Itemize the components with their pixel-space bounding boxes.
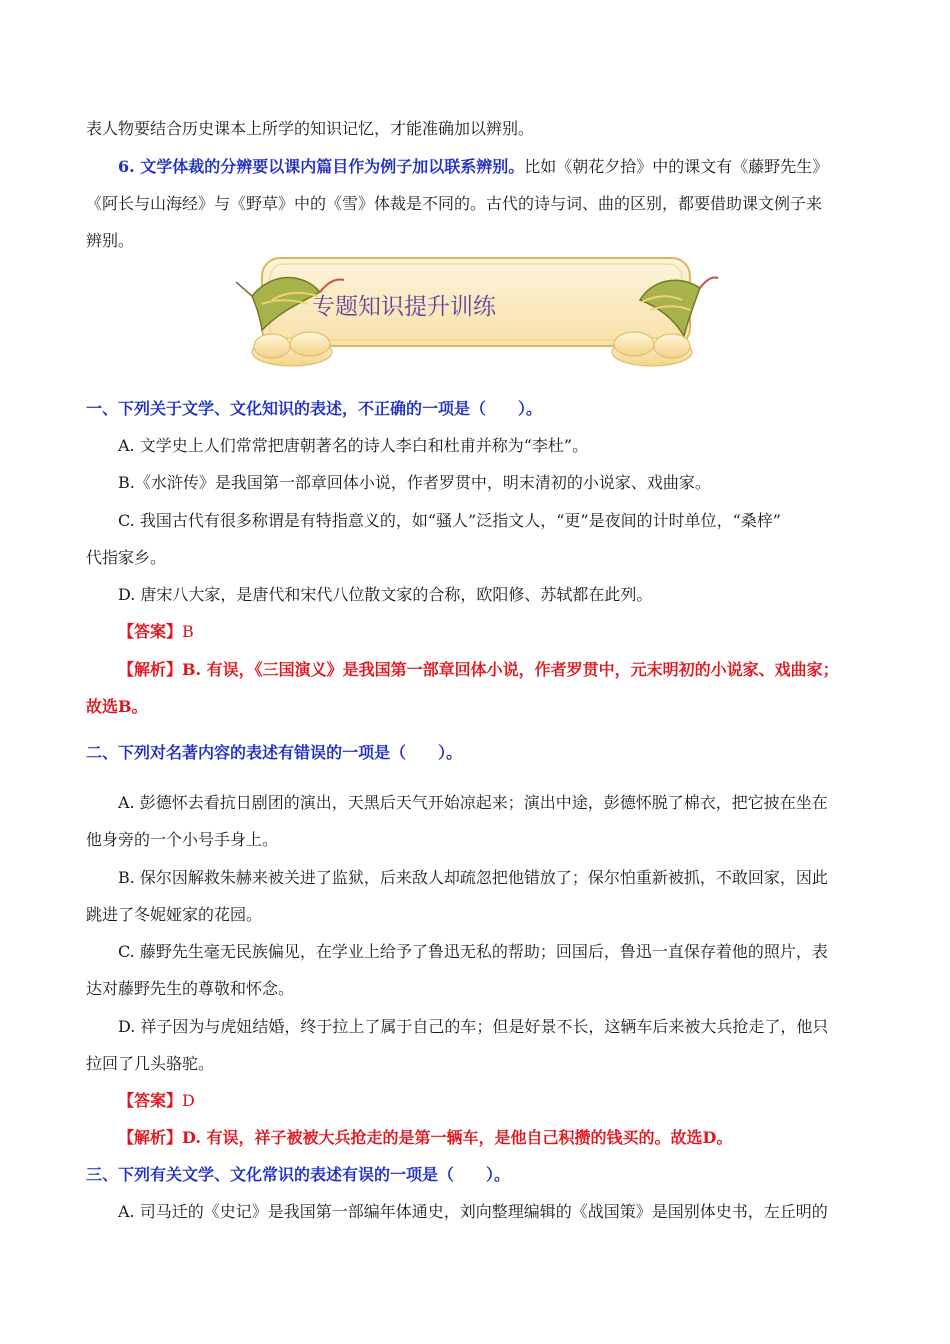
- answer-label: 【答案】: [118, 622, 183, 641]
- tip-6-line-1: [118, 156, 866, 178]
- answer-label: 【答案】: [118, 1091, 183, 1110]
- q2-answer: [118, 1090, 866, 1112]
- q2-option-c-line-2: 达对藤野先生的尊敬和怀念。: [86, 979, 295, 998]
- q1-answer-value: B: [182, 622, 194, 641]
- q3-title: 三、下列有关文学、文化常识的表述有误的一项是（ ）。: [86, 1165, 511, 1184]
- tip-6-line-2: 《阿长与山海经》与《野草》中的《雪》体裁是不同的。古代的诗与词、曲的区别，都要借助课文例子来: [86, 194, 823, 213]
- q2-analysis-text: D. 有误，祥子被被大兵抢走的是第一辆车，是他自己积攒的钱买的。故选D。: [182, 1128, 733, 1147]
- q2-title-pre: 二、下列对名著内容的表述: [86, 743, 279, 762]
- tip-6-line-3: 辨别。: [86, 231, 135, 250]
- q3-option-a-line-1: A. 司马迁的《史记》是我国第一部编年体通史，刘向整理编辑的《战国策》是国别体史书，左丘明的: [118, 1202, 828, 1221]
- q2-option-b-line-1: B. 保尔因解救朱赫来被关进了监狱，后来敌人却疏忽把他错放了；保尔怕重新被抓，不敢回家，因此: [118, 868, 828, 887]
- intro-line-1: 表人物要结合历史课本上所学的知识记忆，才能准确加以辨别。: [86, 119, 535, 138]
- q2-analysis: [118, 1127, 866, 1149]
- q1-analysis-line-2: 故选B。: [86, 697, 148, 716]
- analysis-label: 【解析】: [118, 1128, 183, 1147]
- q2-answer-value: D: [182, 1091, 195, 1110]
- q1-option-c-line-2: 代指家乡。: [86, 548, 167, 567]
- banner-title: 专题知识提升训练: [312, 294, 496, 320]
- q2-option-b-line-2: 跳进了冬妮娅家的花园。: [86, 905, 263, 924]
- q2-option-d-line-1: D. 祥子因为与虎妞结婚，终于拉上了属于自己的车；但是好景不长，这辆车后来被大兵抢走了，他只: [118, 1017, 829, 1036]
- q1-option-d: D. 唐宋八大家，是唐代和宋代八位散文家的合称，欧阳修、苏轼都在此列。: [118, 585, 653, 604]
- analysis-label: 【解析】: [118, 660, 183, 679]
- q1-analysis-line-1: [118, 659, 866, 681]
- q2-title: [86, 742, 866, 764]
- q2-emphasis-2: 错: [294, 743, 311, 762]
- q2-option-d-line-2: 拉回了几头骆驼。: [86, 1054, 215, 1073]
- q1-analysis-text: B. 有误，《三国演义》是我国第一部章回体小说，作者罗贯中，元末明初的小说家、戏曲家；: [182, 660, 839, 679]
- tip-6-rest: 比如《朝花夕拾》中的课文有《藤野先生》: [524, 157, 829, 176]
- q2-title-post: 的一项是（ ）。: [326, 743, 463, 762]
- tip-6-bold: 6. 文学体裁的分辨要以课内篇目作为例子加以联系辨别。: [118, 157, 525, 176]
- q1-answer: [118, 621, 866, 643]
- q1-option-a: A. 文学史上人们常常把唐朝著名的诗人李白和杜甫并称为“李杜”。: [118, 436, 589, 455]
- q2-option-a-line-1: A. 彭德怀去看抗日剧团的演出，天黑后天气开始凉起来；演出中途，彭德怀脱了棉衣，把它披在坐在: [118, 793, 828, 812]
- q2-emphasis-3: 误: [310, 743, 327, 762]
- q1-option-c-line-1: C. 我国古代有很多称谓是有特指意义的，如“骚人”泛指文人，“更”是夜间的计时单位，“桑梓”: [118, 511, 781, 530]
- q2-emphasis-1: 有: [278, 743, 295, 762]
- q1-option-b: B.《水浒传》是我国第一部章回体小说，作者罗贯中，明末清初的小说家、戏曲家。: [118, 473, 711, 492]
- q1-title: 一、下列关于文学、文化知识的表述，不正确的一项是（ ）。: [86, 399, 543, 418]
- q2-option-c-line-1: C. 藤野先生毫无民族偏见，在学业上给予了鲁迅无私的帮助；回国后，鲁迅一直保存着他的照片，表: [118, 942, 828, 961]
- q2-option-a-line-2: 他身旁的一个小号手身上。: [86, 830, 279, 849]
